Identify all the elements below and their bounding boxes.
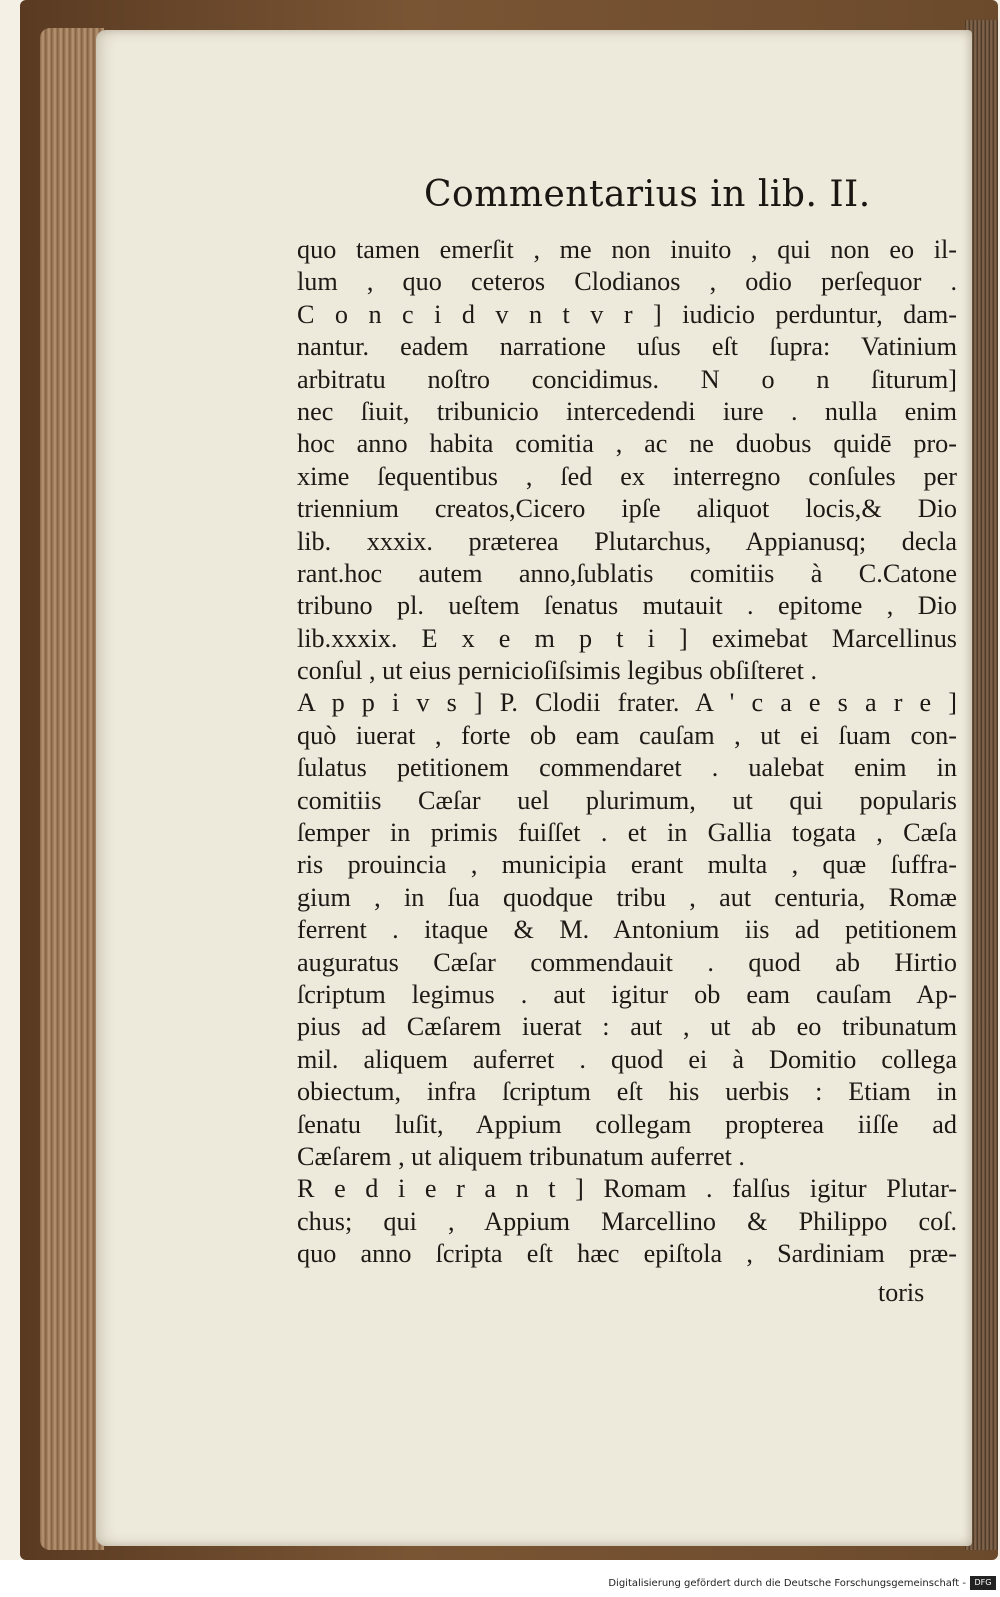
text-line: hoc anno habita comitia , ac ne duobus quidē pro- [297,429,957,459]
text-line: A p p i v s ] P. Clodii frater. A ' c a e s a r e ] [297,688,957,718]
text-line: arbitratu noſtro concidimus. N o n ſiturum] [297,364,957,394]
text-line: xime ſequentibus , ſed ex interregno conſules per [297,461,957,491]
text-line: mil. aliquem auferret . quod ei à Domitio collega [297,1044,957,1074]
text-line: rant.hoc autem anno,ſublatis comitiis à C.Catone [297,558,957,588]
text-line: ſcriptum legimus . aut igitur ob eam cauſam Ap- [297,979,957,1009]
text-line: nec ſiuit, tribunicio intercedendi iure . nulla enim [297,396,957,426]
text-line: ſemper in primis fuiſſet . et in Gallia togata , Cæſa [297,818,957,848]
footer-credit: Digitalisierung gefördert durch die Deutsche Forschungsgemeinschaft - [608,1578,966,1589]
text-line: quò iuerat , forte ob eam cauſam , ut ei ſuam con- [297,720,957,750]
catchword: toris [878,1278,925,1307]
text-line: ferrent . itaque & M. Antonium iis ad petitionem [297,915,957,945]
text-line: lib.xxxix. E x e m p t i ] eximebat Marcellinus [297,623,957,653]
page-stack-left [40,28,104,1550]
text-line: quo tamen emerſit , me non inuito , qui non eo il- [297,235,957,264]
running-head: Commentarius in lib. II. [424,174,871,215]
text-line: conſul , ut eius pernicioſiſsimis legibus obſiſteret . [297,656,818,686]
text-line: ris prouincia , municipia erant multa , quæ ſuffra- [297,850,957,880]
text-line: pius ad Cæſarem iuerat : aut , ut ab eo tribunatum [297,1012,957,1042]
text-line: R e d i e r a n t ] Romam . falſus igitur Plutar- [297,1174,957,1204]
body-text [297,234,957,1271]
text-line: ſenatu luſit, Appium collegam propterea iiſſe ad [297,1109,957,1139]
dfg-logo: DFG [970,1576,996,1590]
text-line: Cæſarem , ut aliquem tribunatum auferret . [297,1141,745,1171]
text-line: tribuno pl. ueſtem ſenatus mutauit . epitome , Dio [297,591,957,621]
text-line: gium , in ſua quodque tribu , aut centuria, Romæ [297,882,957,912]
text-line: comitiis Cæſar uel plurimum, ut qui popularis [297,785,957,815]
text-line: C o n c i d v n t v r ] iudicio perduntur, dam- [297,299,957,329]
text-line: quo anno ſcripta eſt hæc epiſtola , Sardiniam præ- [297,1239,957,1269]
text-line: lum , quo ceteros Clodianos , odio perſequor . [297,267,957,297]
text-line: chus; qui , Appium Marcellino & Philippo coſ. [297,1206,957,1236]
text-line: triennium creatos,Cicero ipſe aliquot locis,& Dio [297,494,957,524]
text-line: obiectum, infra ſcriptum eſt his uerbis : Etiam in [297,1077,957,1107]
text-line: lib. xxxix. præterea Plutarchus, Appianusq; decla [297,526,957,556]
text-line: auguratus Cæſar commendauit . quod ab Hirtio [297,947,957,977]
text-line: ſulatus petitionem commendaret . ualebat enim in [297,753,957,783]
text-line: nantur. eadem narratione uſus eſt ſupra: Vatinium [297,332,957,362]
